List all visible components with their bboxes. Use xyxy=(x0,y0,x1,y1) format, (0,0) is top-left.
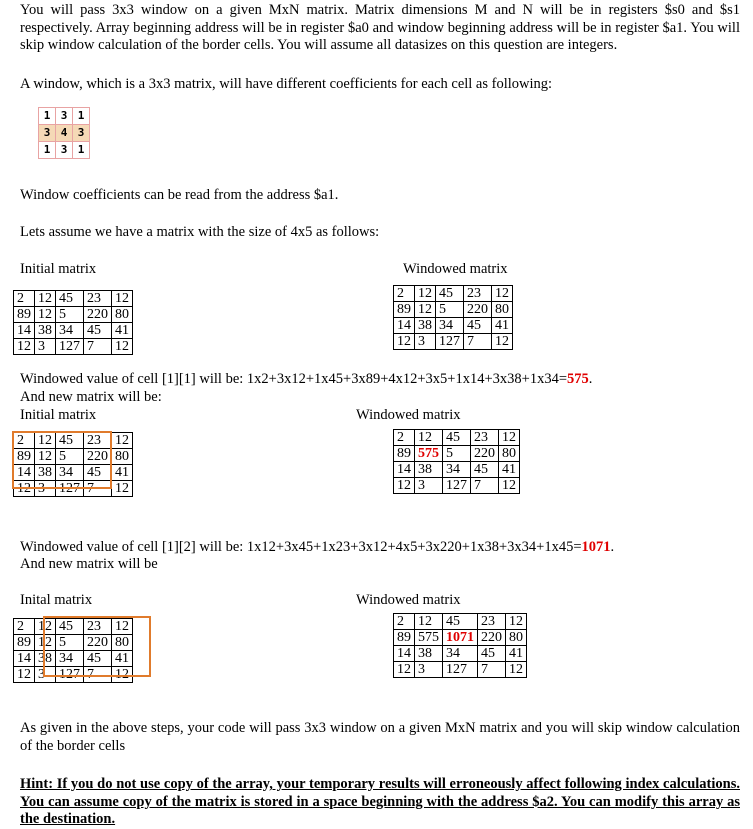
matrix-row xyxy=(14,307,133,323)
matrix-cell: 127 xyxy=(443,478,471,494)
matrix-cell: 3 xyxy=(415,478,443,494)
matrix-cell: 3 xyxy=(35,481,56,497)
matrix-cell: 41 xyxy=(499,462,520,478)
matrix-cell: 14 xyxy=(394,646,415,662)
matrix-cell: 12 xyxy=(394,662,415,678)
coefficient-address-note: Window coefficients can be read from the address $a1. xyxy=(20,187,339,203)
windowed-matrix-table xyxy=(393,285,513,350)
matrix-cell: 23 xyxy=(478,614,506,630)
matrix-cell: 23 xyxy=(84,291,112,307)
matrix-cell: 38 xyxy=(415,646,443,662)
matrix-row xyxy=(394,318,513,334)
matrix-row xyxy=(394,334,513,350)
matrix-cell: 12 xyxy=(35,635,56,651)
matrix-cell: 45 xyxy=(464,318,492,334)
initial-matrix-table xyxy=(13,432,133,497)
matrix-cell: 220 xyxy=(464,302,492,318)
matrix-cell: 5 xyxy=(56,449,84,465)
matrix-cell: 23 xyxy=(84,433,112,449)
matrix-cell: 2 xyxy=(394,614,415,630)
matrix-cell: 45 xyxy=(443,614,478,630)
matrix-cell: 89 xyxy=(394,630,415,646)
matrix-cell: 12 xyxy=(415,614,443,630)
matrix-row xyxy=(394,286,513,302)
windowed-matrix-table xyxy=(393,613,527,678)
matrix-cell: 5 xyxy=(56,635,84,651)
matrix-cell: 45 xyxy=(56,291,84,307)
matrix-cell: 575 xyxy=(415,446,443,462)
matrix-cell: 38 xyxy=(415,462,443,478)
matrix-cell: 12 xyxy=(394,334,415,350)
matrix-cell: 12 xyxy=(35,619,56,635)
matrix-cell: 14 xyxy=(14,323,35,339)
matrix-cell: 34 xyxy=(56,465,84,481)
matrix-row xyxy=(14,449,133,465)
matrix-cell: 45 xyxy=(84,651,112,667)
matrix-cell: 45 xyxy=(56,433,84,449)
matrix-cell: 220 xyxy=(471,446,499,462)
matrix-cell: 12 xyxy=(415,430,443,446)
matrix-cell: 80 xyxy=(112,635,133,651)
matrix-cell: 12 xyxy=(35,449,56,465)
matrix-assumption: Lets assume we have a matrix with the size of 4x5 as follows: xyxy=(20,224,380,240)
matrix-cell: 12 xyxy=(492,334,513,350)
matrix-cell: 45 xyxy=(436,286,464,302)
windowed-matrix-label: Windowed matrix xyxy=(356,592,461,608)
matrix-cell: 89 xyxy=(394,302,415,318)
matrix-row xyxy=(394,614,527,630)
hint-paragraph: Hint: If you do not use copy of the array, your temporary results will erroneously affect following index calculations. You can assume copy of the matrix is stored in a space beginning with the address $a2. You can modify this array as the destination. xyxy=(20,776,740,827)
matrix-cell: 220 xyxy=(478,630,506,646)
initial-matrix-label: Initial matrix xyxy=(20,407,97,423)
matrix-cell: 12 xyxy=(499,478,520,494)
coef-cell: 3 xyxy=(56,108,73,125)
matrix-cell: 127 xyxy=(436,334,464,350)
matrix-cell: 80 xyxy=(499,446,520,462)
matrix-cell: 1071 xyxy=(443,630,478,646)
matrix-cell: 12 xyxy=(112,481,133,497)
matrix-cell: 23 xyxy=(471,430,499,446)
matrix-row xyxy=(394,430,520,446)
matrix-cell: 5 xyxy=(436,302,464,318)
matrix-cell: 34 xyxy=(436,318,464,334)
matrix-cell: 45 xyxy=(443,430,471,446)
matrix-cell: 12 xyxy=(499,430,520,446)
matrix-cell: 38 xyxy=(35,651,56,667)
matrix-row xyxy=(394,478,520,494)
matrix-cell: 7 xyxy=(464,334,492,350)
matrix-cell: 220 xyxy=(84,449,112,465)
matrix-cell: 23 xyxy=(464,286,492,302)
matrix-cell: 575 xyxy=(415,630,443,646)
matrix-cell: 127 xyxy=(443,662,478,678)
coefficient-window-table xyxy=(38,107,90,159)
coef-cell: 1 xyxy=(73,108,90,125)
coef-cell: 4 xyxy=(56,125,73,142)
matrix-cell: 45 xyxy=(478,646,506,662)
matrix-cell: 220 xyxy=(84,307,112,323)
matrix-cell: 127 xyxy=(56,339,84,355)
matrix-cell: 3 xyxy=(35,667,56,683)
matrix-cell: 127 xyxy=(56,667,84,683)
matrix-cell: 7 xyxy=(84,667,112,683)
matrix-cell: 5 xyxy=(56,307,84,323)
windowed-matrix-label: Windowed matrix xyxy=(356,407,461,423)
matrix-cell: 7 xyxy=(471,478,499,494)
matrix-cell: 12 xyxy=(112,619,133,635)
matrix-cell: 12 xyxy=(14,481,35,497)
matrix-cell: 14 xyxy=(14,465,35,481)
matrix-row xyxy=(394,462,520,478)
coef-cell: 1 xyxy=(39,142,56,159)
coef-cell: 3 xyxy=(39,125,56,142)
matrix-row xyxy=(14,465,133,481)
matrix-cell: 7 xyxy=(84,481,112,497)
matrix-cell: 45 xyxy=(471,462,499,478)
matrix-row xyxy=(14,323,133,339)
matrix-cell: 2 xyxy=(14,433,35,449)
matrix-cell: 12 xyxy=(112,433,133,449)
formula-suffix: . xyxy=(610,539,615,555)
formula-cell-1-2 xyxy=(20,539,614,556)
matrix-cell: 14 xyxy=(394,462,415,478)
matrix-cell: 41 xyxy=(112,651,133,667)
formula-prefix: Windowed value of cell [1][2] will be: xyxy=(20,539,247,555)
coef-cell: 3 xyxy=(56,142,73,159)
matrix-cell: 34 xyxy=(443,646,478,662)
matrix-row xyxy=(14,481,133,497)
matrix-cell: 12 xyxy=(415,286,436,302)
matrix-row xyxy=(394,302,513,318)
matrix-cell: 12 xyxy=(506,614,527,630)
matrix-cell: 127 xyxy=(56,481,84,497)
matrix-cell: 3 xyxy=(415,334,436,350)
matrix-cell: 12 xyxy=(35,433,56,449)
matrix-cell: 38 xyxy=(35,465,56,481)
matrix-row xyxy=(14,667,133,683)
coef-cell: 3 xyxy=(73,125,90,142)
matrix-cell: 14 xyxy=(394,318,415,334)
matrix-cell: 45 xyxy=(84,465,112,481)
new-matrix-note: And new matrix will be xyxy=(20,556,158,572)
matrix-cell: 38 xyxy=(415,318,436,334)
matrix-cell: 89 xyxy=(14,449,35,465)
formula-expression: 1x12+3x45+1x23+3x12+4x5+3x220+1x38+3x34+1x45= xyxy=(246,539,582,555)
matrix-row xyxy=(14,651,133,667)
matrix-row xyxy=(394,662,527,678)
matrix-row xyxy=(14,635,133,651)
matrix-cell: 89 xyxy=(14,307,35,323)
matrix-cell: 12 xyxy=(415,302,436,318)
matrix-cell: 14 xyxy=(14,651,35,667)
window-description: A window, which is a 3x3 matrix, will have different coefficients for each cell as following: xyxy=(20,76,553,92)
matrix-row xyxy=(394,630,527,646)
matrix-cell: 7 xyxy=(478,662,506,678)
formula-cell-1-1 xyxy=(20,371,592,388)
matrix-row xyxy=(14,291,133,307)
matrix-cell: 3 xyxy=(415,662,443,678)
matrix-cell: 220 xyxy=(84,635,112,651)
matrix-cell: 45 xyxy=(84,323,112,339)
matrix-row xyxy=(394,646,527,662)
matrix-cell: 3 xyxy=(35,339,56,355)
new-matrix-note: And new matrix will be: xyxy=(20,389,162,405)
matrix-cell: 80 xyxy=(112,307,133,323)
matrix-cell: 38 xyxy=(35,323,56,339)
matrix-cell: 12 xyxy=(35,291,56,307)
matrix-cell: 12 xyxy=(35,307,56,323)
windowed-matrix-label: Windowed matrix xyxy=(403,261,508,277)
matrix-cell: 2 xyxy=(394,286,415,302)
coef-cell: 1 xyxy=(73,142,90,159)
matrix-cell: 12 xyxy=(112,291,133,307)
formula-expression: 1x2+3x12+1x45+3x89+4x12+3x5+1x14+3x38+1x34= xyxy=(246,371,568,387)
matrix-cell: 80 xyxy=(492,302,513,318)
formula-result: 1071 xyxy=(581,539,611,555)
windowed-matrix-table xyxy=(393,429,520,494)
formula-result: 575 xyxy=(567,371,589,387)
matrix-cell: 89 xyxy=(14,635,35,651)
matrix-cell: 5 xyxy=(443,446,471,462)
matrix-cell: 12 xyxy=(112,667,133,683)
matrix-cell: 12 xyxy=(394,478,415,494)
matrix-cell: 41 xyxy=(112,465,133,481)
matrix-cell: 34 xyxy=(56,323,84,339)
matrix-cell: 80 xyxy=(112,449,133,465)
coef-cell: 1 xyxy=(39,108,56,125)
matrix-cell: 2 xyxy=(14,291,35,307)
matrix-cell: 80 xyxy=(506,630,527,646)
matrix-row xyxy=(14,619,133,635)
matrix-cell: 23 xyxy=(84,619,112,635)
intro-paragraph: You will pass 3x3 window on a given MxN matrix. Matrix dimensions M and N will be in registers $s0 and $s1 respectively. Array beginning address will be in register $a0 and window beginning address will be in register $a1. You will skip window calculation of the border cells. You will assume all datasizes on this question are integers. xyxy=(20,2,740,53)
matrix-cell: 41 xyxy=(492,318,513,334)
initial-matrix-label: Inital matrix xyxy=(20,592,93,608)
matrix-cell: 12 xyxy=(14,339,35,355)
matrix-cell: 7 xyxy=(84,339,112,355)
matrix-cell: 12 xyxy=(492,286,513,302)
formula-suffix: . xyxy=(588,371,593,387)
matrix-cell: 2 xyxy=(394,430,415,446)
matrix-cell: 12 xyxy=(506,662,527,678)
matrix-cell: 34 xyxy=(56,651,84,667)
summary-paragraph: As given in the above steps, your code will pass 3x3 window on a given MxN matrix and you will skip window calculation of the border cells xyxy=(20,720,740,754)
matrix-cell: 89 xyxy=(394,446,415,462)
matrix-cell: 41 xyxy=(112,323,133,339)
matrix-cell: 34 xyxy=(443,462,471,478)
initial-matrix-label: Initial matrix xyxy=(20,261,97,277)
initial-matrix-table xyxy=(13,618,133,683)
matrix-row xyxy=(394,446,520,462)
matrix-cell: 45 xyxy=(56,619,84,635)
formula-prefix: Windowed value of cell [1][1] will be: xyxy=(20,371,247,387)
initial-matrix-table xyxy=(13,290,133,355)
matrix-cell: 41 xyxy=(506,646,527,662)
matrix-row xyxy=(14,433,133,449)
matrix-row xyxy=(14,339,133,355)
matrix-cell: 12 xyxy=(112,339,133,355)
matrix-cell: 12 xyxy=(14,667,35,683)
matrix-cell: 2 xyxy=(14,619,35,635)
